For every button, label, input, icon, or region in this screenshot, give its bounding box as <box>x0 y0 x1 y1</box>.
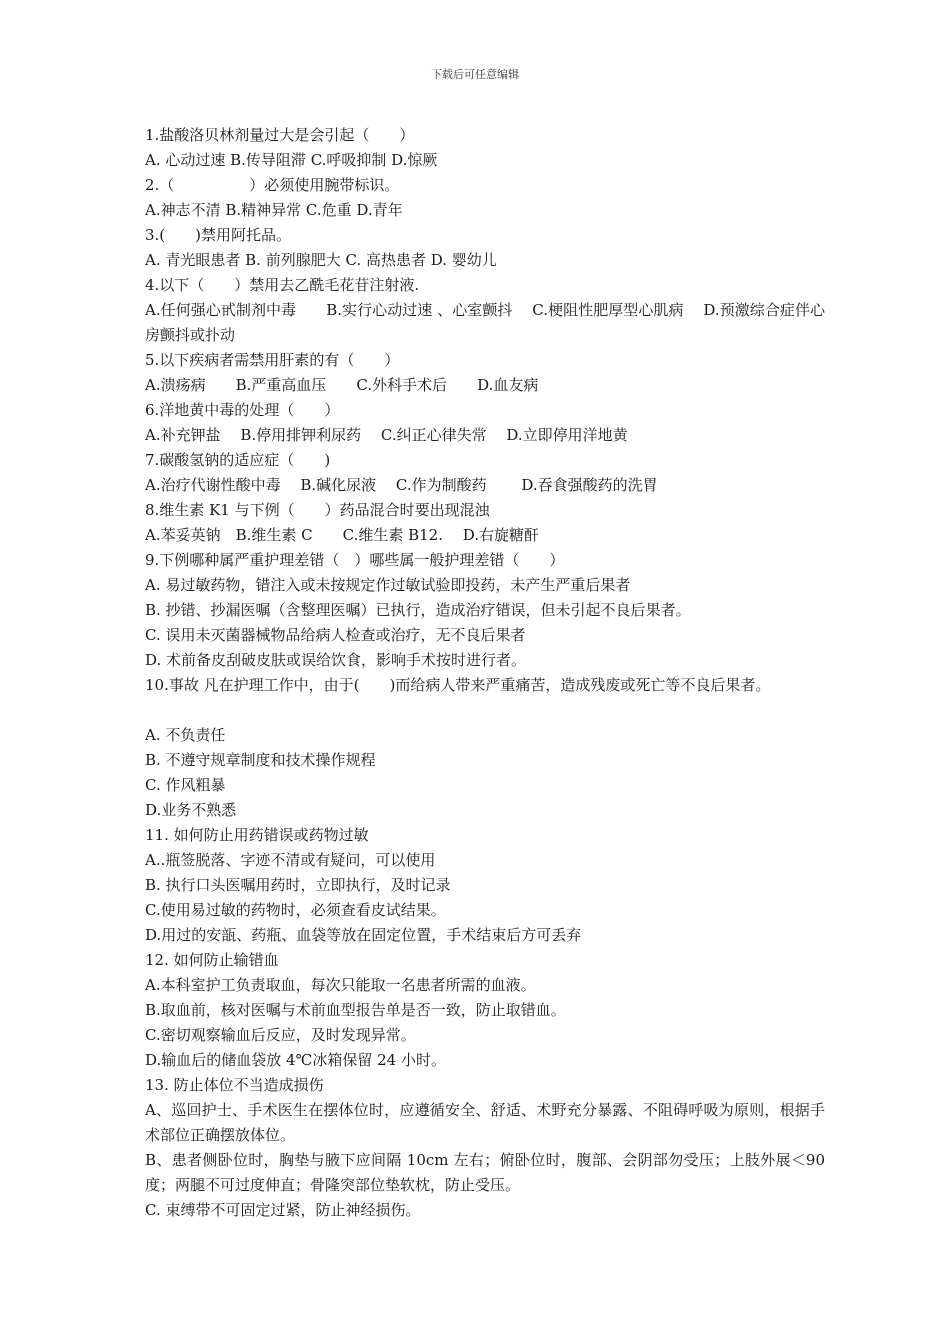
question-4: 4.以下（ ）禁用去乙酰毛花苷注射液. <box>145 276 420 294</box>
question-6-options: A.补充钾盐 B.停用排钾利尿药 C.纠正心律失常 D.立即停用洋地黄 <box>145 426 628 444</box>
question-2: 2.（ ）必须使用腕带标识。 <box>145 176 400 194</box>
question-8-options: A.苯妥英钠 B.维生素 C C.维生素 B12. D.右旋糖酐 <box>145 526 540 544</box>
question-5-options: A.溃疡病 B.严重高血压 C.外科手术后 D.血友病 <box>145 376 539 394</box>
question-3-options: A. 青光眼患者 B. 前列腺肥大 C. 高热患者 D. 婴幼儿 <box>145 251 497 269</box>
question-9-option-a: A. 易过敏药物，错注入或未按规定作过敏试验即投药，未产生严重后果者 <box>145 576 631 594</box>
question-12-option-d: D.输血后的储血袋放 4℃冰箱保留 24 小时。 <box>145 1051 446 1069</box>
question-12-option-c: C.密切观察输血后反应，及时发现异常。 <box>145 1026 416 1044</box>
question-11-option-d: D.用过的安瓿、药瓶、血袋等放在固定位置，手术结束后方可丢弃 <box>145 926 582 944</box>
question-10-option-c: C. 作风粗暴 <box>145 776 226 794</box>
question-3: 3.( )禁用阿托品。 <box>145 226 292 244</box>
question-10-option-a: A. 不负责任 <box>145 726 226 744</box>
question-13-point-a: A、巡回护士、手术医生在摆体位时，应遵循安全、舒适、术野充分暴露、不阻碍呼吸为原则，根据手术部位正确摆放体位。 <box>145 1101 825 1144</box>
question-12-option-a: A.本科室护工负责取血，每次只能取一名患者所需的血液。 <box>145 976 536 994</box>
question-13-point-b: B、患者侧卧位时，胸垫与腋下应间隔 10cm 左右；俯卧位时，腹部、会阴部勿受压；上肢外展＜90 度；两腿不可过度伸直；骨隆突部位垫软枕，防止受压。 <box>145 1151 825 1194</box>
question-11: 11. 如何防止用药错误或药物过敏 <box>145 826 369 844</box>
question-7: 7.碳酸氢钠的适应症（ ) <box>145 451 331 469</box>
question-10-option-b: B. 不遵守规章制度和技术操作规程 <box>145 751 376 769</box>
blank-line <box>145 698 825 723</box>
question-10: 10.事故 凡在护理工作中，由于( )而给病人带来严重痛苦，造成残废或死亡等不良后果者。 <box>145 676 771 694</box>
question-9-option-c: C. 误用未灭菌器械物品给病人检查或治疗，无不良后果者 <box>145 626 526 644</box>
question-6: 6.洋地黄中毒的处理（ ） <box>145 401 340 419</box>
page-header: 下载后可任意编辑 <box>431 68 519 81</box>
question-1-options: A. 心动过速 B.传导阻滞 C.呼吸抑制 D.惊厥 <box>145 151 438 169</box>
question-12-option-b: B.取血前，核对医嘱与术前血型报告单是否一致，防止取错血。 <box>145 1001 566 1019</box>
question-8: 8.维生素 K1 与下例（ ）药品混合时要出现混浊 <box>145 501 490 519</box>
question-13: 13. 防止体位不当造成损伤 <box>145 1076 324 1094</box>
question-5: 5.以下疾病者需禁用肝素的有（ ） <box>145 351 400 369</box>
question-12: 12. 如何防止输错血 <box>145 951 279 969</box>
question-11-option-a: A..瓶签脱落、字迹不清或有疑问，可以使用 <box>145 851 436 869</box>
question-11-option-c: C.使用易过敏的药物时，必须查看皮试结果。 <box>145 901 446 919</box>
question-13-point-c: C. 束缚带不可固定过紧，防止神经损伤。 <box>145 1201 421 1219</box>
question-7-options: A.治疗代谢性酸中毒 B.碱化尿液 C.作为制酸药 D.吞食强酸药的洗胃 <box>145 476 658 494</box>
question-10-option-d: D.业务不熟悉 <box>145 801 237 819</box>
question-4-options: A.任何强心甙制剂中毒 B.实行心动过速 、心室颤抖 C.梗阻性肥厚型心肌病 D.预激综合症伴心房颤抖或扑动 <box>145 301 825 344</box>
question-9-option-b: B. 抄错、抄漏医嘱（含整理医嘱）已执行，造成治疗错误，但未引起不良后果者。 <box>145 601 691 619</box>
question-2-options: A.神志不清 B.精神异常 C.危重 D.青年 <box>145 201 403 219</box>
question-11-option-b: B. 执行口头医嘱用药时，立即执行，及时记录 <box>145 876 451 894</box>
question-9-option-d: D. 术前备皮刮破皮肤或误给饮食，影响手术按时进行者。 <box>145 651 527 669</box>
document-body <box>145 123 825 1223</box>
question-9: 9.下例哪种属严重护理差错（ ）哪些属一般护理差错（ ） <box>145 551 565 569</box>
question-1: 1.盐酸洛贝林剂量过大是会引起（ ） <box>145 126 415 144</box>
